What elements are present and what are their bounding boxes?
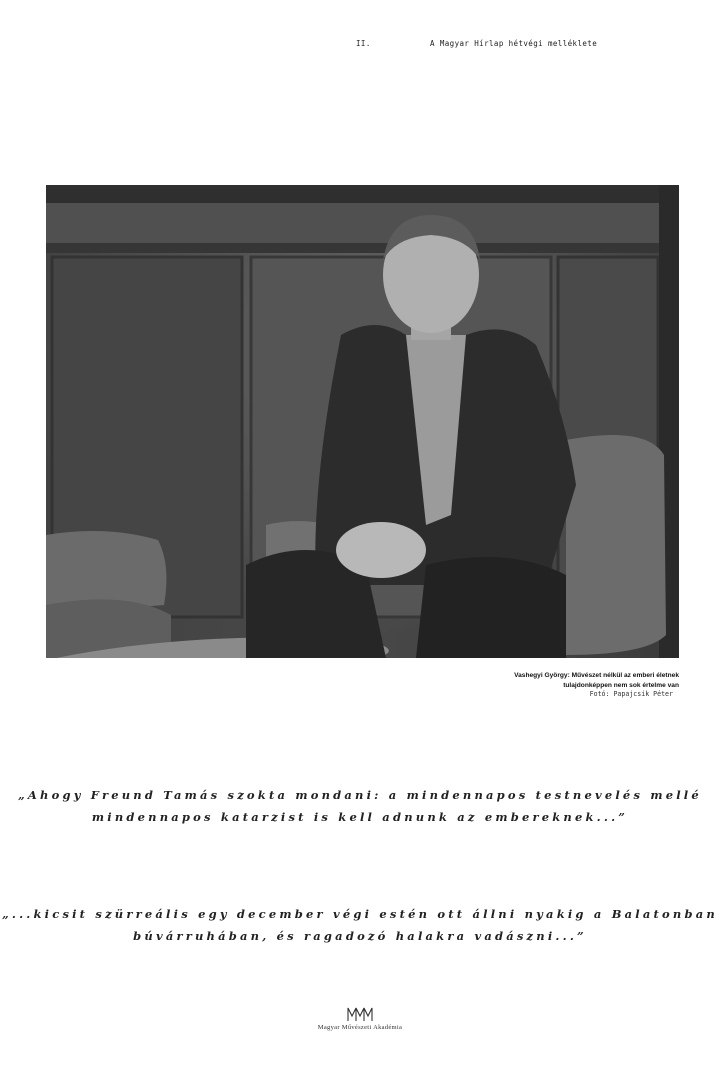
- mma-logo-icon: [347, 1006, 373, 1022]
- supplement-title: A Magyar Hírlap hétvégi melléklete: [430, 39, 598, 48]
- portrait-photo-icon: [46, 185, 679, 658]
- quote1-line1: „Ahogy Freund Tamás szokta mondani: a mindennapos testnevelés mellé: [18, 788, 702, 802]
- photo-credit: Fotó: Papajcsik Péter: [589, 690, 673, 698]
- pull-quote-2: [0, 903, 720, 947]
- quote1-line2: mindennapos katarzist is kell adnunk az embereknek...”: [91, 810, 629, 824]
- caption-subtitle: tulajdonképpen nem sok értelme van: [563, 681, 679, 689]
- quote2-line1: „...kicsit szürreális egy december végi estén ott állni nyakig a Balatonban: [2, 907, 718, 921]
- portrait-photo: [46, 185, 679, 658]
- footer: [0, 1006, 720, 1031]
- page-number: II.: [356, 39, 371, 48]
- page-header: [0, 39, 720, 51]
- photo-caption: [514, 671, 679, 700]
- organization-name: Magyar Művészeti Akadémia: [317, 1024, 403, 1031]
- quote2-line2: búvárruhában, és ragadozó halakra vadászni...”: [133, 929, 587, 943]
- pull-quote-1: [0, 784, 720, 828]
- caption-title: Vashegyi György: Művészet nélkül az emberi életnek: [514, 672, 679, 679]
